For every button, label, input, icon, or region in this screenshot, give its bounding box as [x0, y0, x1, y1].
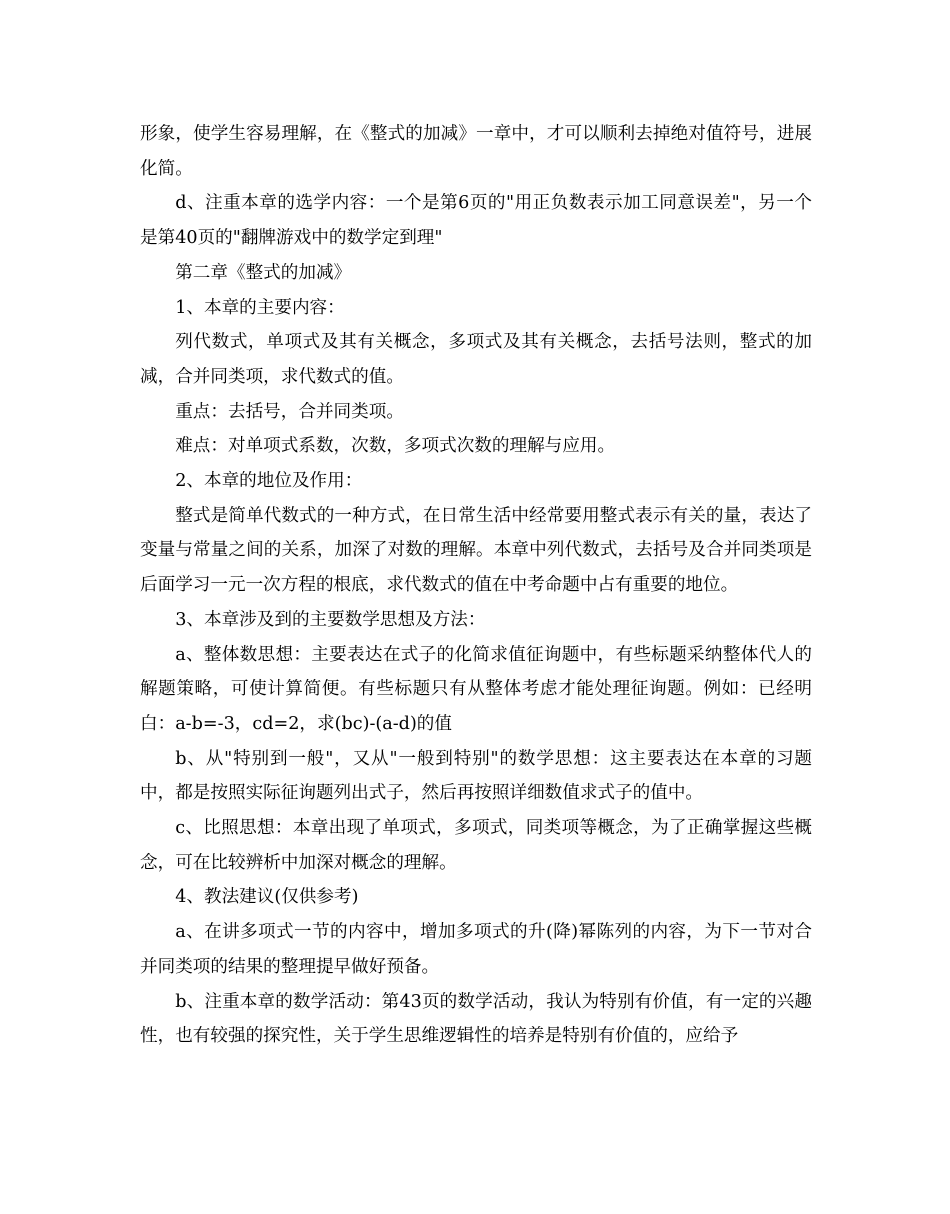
paragraph-optional-content: d、注重本章的选学内容：一个是第6页的"用正负数表示加工同意误差"，另一个是第40页的"翻牌游戏中的数学定到理" [140, 193, 812, 249]
section-teaching-heading: 4、教法建议(仅供参考) [175, 887, 359, 908]
paragraph-key-points: 重点：去括号，合并同类项。 [175, 401, 404, 422]
section-methods-heading: 3、本章涉及到的主要数学思想及方法： [175, 609, 486, 630]
chapter-heading: 第二章《整式的加减》 [175, 262, 352, 283]
section-main-content-heading: 1、本章的主要内容： [175, 297, 345, 318]
paragraph-difficulties: 难点：对单项式系数，次数，多项式次数的理解与应用。 [175, 436, 616, 457]
section-role-heading: 2、本章的地位及作用： [175, 471, 363, 492]
paragraph-continuation: 形象，使学生容易理解，在《整式的加减》一章中，才可以顺利去掉绝对值符号，进展化简。 [140, 124, 812, 179]
paragraph-main-content: 列代数式，单项式及其有关概念，多项式及其有关概念，去括号法则，整式的加减，合并同类项，求代数式的值。 [140, 332, 812, 387]
paragraph-teaching-a: a、在讲多项式一节的内容中，增加多项式的升(降)幂陈列的内容，为下一节对合并同类项的结果的整理提早做好预备。 [140, 922, 812, 977]
paragraph-method-b: b、从"特别到一般"，又从"一般到特别"的数学思想：这主要表达在本章的习题中，都是按照实际征询题列出式子，然后再按照详细数值求式子的值中。 [140, 748, 812, 804]
document-body [140, 117, 812, 1054]
paragraph-teaching-b: b、注重本章的数学活动：第43页的数学活动，我认为特别有价值，有一定的兴趣性，也有较强的探究性，关于学生思维逻辑性的培养是特别有价值的，应给予 [140, 991, 812, 1047]
paragraph-role: 整式是简单代数式的一种方式，在日常生活中经常要用整式表示有关的量，表达了变量与常量之间的关系，加深了对数的理解。本章中列代数式，去括号及合并同类项是后面学习一元一次方程的根底，求代数式的值在中考命题中占有重要的地位。 [140, 505, 812, 596]
paragraph-method-a: a、整体数思想：主要表达在式子的化简求值征询题中，有些标题采纳整体代人的解题策略，可使计算简便。有些标题只有从整体考虑才能处理征询题。例如：已经明白：a-b=-3，cd=2，求(bc)-(a-d)的值 [140, 644, 812, 734]
paragraph-method-c: c、比照思想：本章出现了单项式，多项式，同类项等概念，为了正确掌握这些概念，可在比较辨析中加深对概念的理解。 [140, 818, 812, 873]
